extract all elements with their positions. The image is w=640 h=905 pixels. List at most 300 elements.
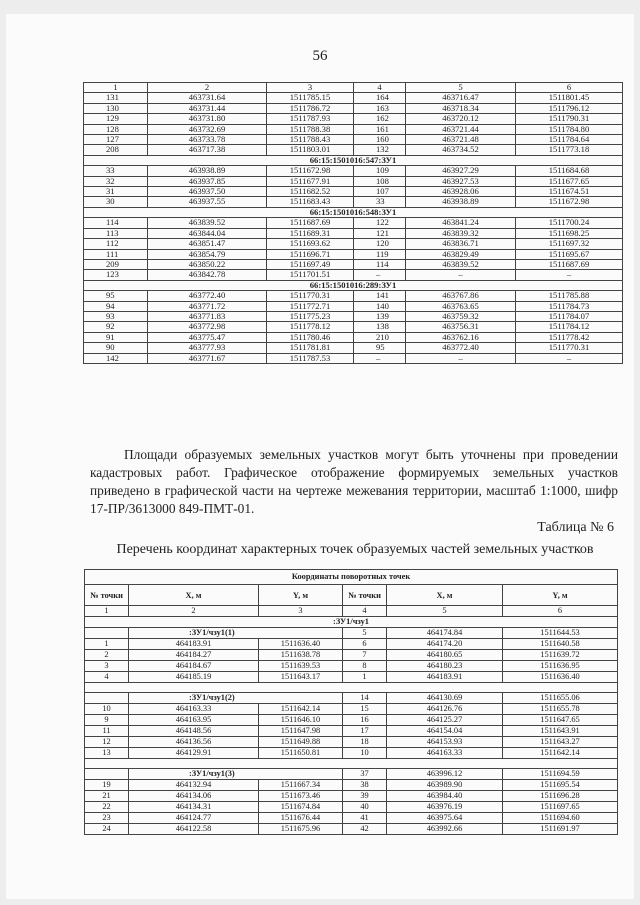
table-cell: 1511636.40 [503,672,618,683]
table-cell: 24 [85,824,129,835]
table-cell: 1511667.34 [259,780,343,791]
table-row [84,249,623,259]
table-cell: 7 [343,650,387,661]
column-header: Y, м [503,585,618,606]
body-paragraph [90,446,618,518]
table-cell: 17 [343,726,387,737]
table-row [84,166,623,176]
table-row [84,301,623,311]
table-cell: 22 [85,802,129,813]
table-cell: 30 [84,197,148,207]
table-cell: 142 [84,353,148,363]
table-cell: – [406,353,516,363]
table-cell: – [516,353,623,363]
table-cell: 209 [84,259,148,269]
table-cell: 1511643.91 [503,726,618,737]
column-number: 4 [343,606,387,617]
table-row [85,737,618,748]
column-header: X, м [129,585,259,606]
section-label: 66:15:1501016:547:ЗУ1 [84,155,623,165]
column-header: № точки [85,585,129,606]
table-cell: 1511696.28 [503,791,618,802]
table-cell: 464136.56 [129,737,259,748]
table-row [84,114,623,124]
table-cell: 90 [84,343,148,353]
table-cell: 464163.95 [129,715,259,726]
table-cell: 1511642.14 [503,748,618,759]
table-row [85,704,618,715]
table-cell: 130 [84,103,148,113]
table-cell: 1511675.96 [259,824,343,835]
table-cell: 464148.56 [129,726,259,737]
table-cell: 463771.83 [148,311,267,321]
table-cell: 463731.80 [148,114,267,124]
table-cell: 139 [354,311,406,321]
table-cell: 463927.29 [406,166,516,176]
table-cell: 1511784.64 [516,135,623,145]
table-cell: 19 [85,780,129,791]
table-title: Координаты поворотных точек [85,570,618,585]
table-cell: 1511676.44 [259,813,343,824]
table-cell: 463771.67 [148,353,267,363]
table-cell: 23 [85,813,129,824]
table-cell: 463733.78 [148,135,267,145]
table-cell: 41 [343,813,387,824]
table-cell: 1 [85,639,129,650]
table-cell: 464185.19 [129,672,259,683]
table-cell: 6 [343,639,387,650]
table-cell: 1511639.53 [259,661,343,672]
title-row [85,570,618,585]
table-cell: 129 [84,114,148,124]
table-cell: 1511784.73 [516,301,623,311]
column-header: 3 [267,83,354,93]
table-cell: 1511701.51 [267,270,354,280]
table-cell: 1511785.88 [516,291,623,301]
table-cell: 464184.27 [129,650,259,661]
table-cell: 1511694.59 [503,769,618,780]
table-cell: 119 [354,249,406,259]
table-cell: 91 [84,332,148,342]
table-cell: 1511647.65 [503,715,618,726]
spacer-row [85,683,618,693]
table-cell: 162 [354,114,406,124]
table-cell: 1511778.42 [516,332,623,342]
table-cell: 463721.48 [406,135,516,145]
table-cell: 114 [354,259,406,269]
part-name: :ЗУ1/чзу1(1) [129,628,343,639]
table-cell: 463771.72 [148,301,267,311]
table-cell: 18 [343,737,387,748]
table-cell: 464125.27 [387,715,503,726]
column-number: 1 [85,606,129,617]
table-cell: 93 [84,311,148,321]
table-cell: 32 [84,176,148,186]
column-header: 1 [84,83,148,93]
table-cell [85,628,129,639]
table-cell: 463720.12 [406,114,516,124]
table-cell: 463762.16 [406,332,516,342]
table-cell: 123 [84,270,148,280]
column-header: 5 [406,83,516,93]
table-cell: 10 [343,748,387,759]
table-cell: 463854.79 [148,249,267,259]
table-row [84,103,623,113]
document-page [6,14,634,899]
table-cell: 463976.19 [387,802,503,813]
table-cell: 463772.40 [148,291,267,301]
table-cell: 164 [354,93,406,103]
table-row [84,353,623,363]
header-row [84,83,623,93]
table-cell: 464124.77 [129,813,259,824]
table-cell: 1511784.80 [516,124,623,134]
table-row [84,187,623,197]
table-cell: 95 [354,343,406,353]
table-cell [85,693,129,704]
table-cell: 463717.38 [148,145,267,155]
table-cell: 95 [84,291,148,301]
table-cell: 21 [85,791,129,802]
table-cell: 1511673.46 [259,791,343,802]
table-cell: 1511655.78 [503,704,618,715]
table-cell: 9 [85,715,129,726]
table-row [85,748,618,759]
table-row [84,291,623,301]
column-header: № точки [343,585,387,606]
table-cell: 1511650.81 [259,748,343,759]
table-cell: 38 [343,780,387,791]
table-cell: 5 [343,628,387,639]
table-cell: 1511672.98 [516,197,623,207]
column-header: Y, м [259,585,343,606]
table-row [84,343,623,353]
table-cell: 464130.69 [387,693,503,704]
table-cell: 463756.31 [406,322,516,332]
table-cell: 210 [354,332,406,342]
table-cell: 1511788.43 [267,135,354,145]
table-number: Таблица № 6 [537,520,614,535]
table-cell: 463829.49 [406,249,516,259]
table-cell: 463839.32 [406,228,516,238]
table-cell: 464183.91 [387,672,503,683]
table-cell: 463759.32 [406,311,516,321]
table-cell: 1511644.53 [503,628,618,639]
table-cell: 12 [85,737,129,748]
table-row [85,650,618,661]
table-cell: 1511649.88 [259,737,343,748]
table-cell: 463850.22 [148,259,267,269]
table-cell: 463927.53 [406,176,516,186]
table-cell: 1511784.07 [516,311,623,321]
table-cell: 111 [84,249,148,259]
table-cell: 464132.94 [129,780,259,791]
table-cell: 1511787.53 [267,353,354,363]
table-cell: 463775.47 [148,332,267,342]
table-cell: – [354,270,406,280]
table-cell: 1511787.93 [267,114,354,124]
table-cell: 108 [354,176,406,186]
table-cell: 463772.40 [406,343,516,353]
table-cell: 1511698.25 [516,228,623,238]
table-cell: 1511786.72 [267,103,354,113]
table-cell: 114 [84,218,148,228]
table-cell: 464174.20 [387,639,503,650]
column-header: 4 [354,83,406,93]
table-row [84,270,623,280]
table-cell: 464134.31 [129,802,259,813]
table-cell: 1511801.45 [516,93,623,103]
table-cell: 464180.23 [387,661,503,672]
table-cell: 463842.78 [148,270,267,280]
table-cell: 11 [85,726,129,737]
table-cell: 1511689.31 [267,228,354,238]
table-cell: 112 [84,239,148,249]
coordinates-table-continued [83,82,623,364]
table-cell: 208 [84,145,148,155]
table-cell: 1511684.68 [516,166,623,176]
column-number: 2 [129,606,259,617]
part-header-row [85,769,618,780]
table-cell: 33 [354,197,406,207]
column-number-row [85,606,618,617]
table-cell: 37 [343,769,387,780]
table-cell: 463996.12 [387,769,503,780]
table-cell: 10 [85,704,129,715]
table-cell: 463938.89 [148,166,267,176]
table-cell: 1511790.31 [516,114,623,124]
table-cell: 1 [343,672,387,683]
spacer-cell [85,759,618,769]
table-cell: 463938.89 [406,197,516,207]
table-cell: 1511674.51 [516,187,623,197]
table-row [84,135,623,145]
table-cell: 40 [343,802,387,813]
table-row [85,726,618,737]
table-cell: 33 [84,166,148,176]
table-cell: 464122.58 [129,824,259,835]
table-cell: 463851.47 [148,239,267,249]
table-cell: 1511770.31 [267,291,354,301]
part-header-row [85,628,618,639]
table-cell: 132 [354,145,406,155]
table-cell [85,769,129,780]
table-cell: 1511772.71 [267,301,354,311]
table-cell: 463937.85 [148,176,267,186]
section-label: :ЗУ1/чзу1 [85,617,618,628]
table-cell: 463989.90 [387,780,503,791]
table-cell: 1511784.12 [516,322,623,332]
table-cell: 464184.67 [129,661,259,672]
table-cell: – [354,353,406,363]
table-cell: 464180.65 [387,650,503,661]
table-cell: 1511642.14 [259,704,343,715]
table-cell: 1511696.71 [267,249,354,259]
table-row [85,791,618,802]
table-cell: 1511687.69 [267,218,354,228]
table-caption: Перечень координат характерных точек образуемых частей земельных участков [116,542,594,557]
table-cell: 3 [85,661,129,672]
table-cell: 464163.33 [387,748,503,759]
table-cell: 1511674.84 [259,802,343,813]
table-row [84,239,623,249]
table-cell: 1511677.65 [516,176,623,186]
table-row [85,813,618,824]
table-row [85,661,618,672]
table-row [84,322,623,332]
table-cell: 463718.34 [406,103,516,113]
table-cell: 463937.50 [148,187,267,197]
column-header: 2 [148,83,267,93]
table-row [84,176,623,186]
table-cell: 122 [354,218,406,228]
table-cell: 463732.69 [148,124,267,134]
table-cell: 1511682.52 [267,187,354,197]
table-cell: 463839.52 [406,259,516,269]
table-cell: 13 [85,748,129,759]
table-row [84,259,623,269]
table-cell: 463731.64 [148,93,267,103]
table-cell: 463763.65 [406,301,516,311]
paragraph-text: Площади образуемых земельных участков могут быть уточнены при проведении кадастровых работ. Графическое отображение формируемых земельных участков приведено в графической части на чертеже межевания территории, масштаб 1:1000, шифр 17-ПР/3613000 849-ПМТ-01. [90,447,618,516]
table-cell: 463772.98 [148,322,267,332]
table-cell: 163 [354,103,406,113]
table-row [84,228,623,238]
table-cell: 127 [84,135,148,145]
table-cell: – [406,270,516,280]
table-row [84,124,623,134]
table-cell: 2 [85,650,129,661]
table-cell: 1511697.32 [516,239,623,249]
table-cell: 138 [354,322,406,332]
table-cell: 1511643.17 [259,672,343,683]
table-cell: 464183.91 [129,639,259,650]
table-cell: 463992.66 [387,824,503,835]
table-cell: 1511778.12 [267,322,354,332]
table-cell: 463721.44 [406,124,516,134]
table-cell: 8 [343,661,387,672]
table-cell: 463839.52 [148,218,267,228]
spacer-cell [85,683,618,693]
table-cell: 1511697.65 [503,802,618,813]
table-cell: 131 [84,93,148,103]
table-cell: 1511695.54 [503,780,618,791]
table-row [84,93,623,103]
table-cell: 1511636.40 [259,639,343,650]
table-row [85,802,618,813]
table-cell: 463734.52 [406,145,516,155]
column-header: 6 [516,83,623,93]
table-cell: 463767.86 [406,291,516,301]
column-header: X, м [387,585,503,606]
table-cell: 463928.06 [406,187,516,197]
table-cell: 463836.71 [406,239,516,249]
table-cell: 42 [343,824,387,835]
table-cell: 1511693.62 [267,239,354,249]
table-cell: 464129.91 [129,748,259,759]
table-cell: 1511643.27 [503,737,618,748]
table-row [85,715,618,726]
table-cell: 1511803.01 [267,145,354,155]
table-cell: 1511773.18 [516,145,623,155]
section-row [84,207,623,217]
section-row [84,280,623,290]
table-cell: 1511788.38 [267,124,354,134]
page-number: 56 [312,48,328,64]
table-cell: 1511781.81 [267,343,354,353]
table-row [84,311,623,321]
section-label: 66:15:1501016:289:ЗУ1 [84,280,623,290]
table-cell: 16 [343,715,387,726]
table-cell: 94 [84,301,148,311]
table-row [84,197,623,207]
part-name: :ЗУ1/чзу1(3) [129,769,343,780]
table-cell: 1511639.72 [503,650,618,661]
table-cell: 1511640.58 [503,639,618,650]
table-cell: 1511683.43 [267,197,354,207]
table-cell: 121 [354,228,406,238]
table-cell: 464154.04 [387,726,503,737]
table-cell: 1511775.23 [267,311,354,321]
table-cell: 1511694.60 [503,813,618,824]
table-cell: 463984.40 [387,791,503,802]
table-cell: 4 [85,672,129,683]
table-cell: 107 [354,187,406,197]
table-cell: 463841.24 [406,218,516,228]
table-cell: 1511647.98 [259,726,343,737]
table-cell: 1511638.78 [259,650,343,661]
table-cell: 128 [84,124,148,134]
table-cell: 109 [354,166,406,176]
part-header-row [85,693,618,704]
table-cell: 1511785.15 [267,93,354,103]
table-row [84,218,623,228]
table-cell: 1511700.24 [516,218,623,228]
table-cell: 463975.64 [387,813,503,824]
part-name: :ЗУ1/чзу1(2) [129,693,343,704]
table-cell: 464126.76 [387,704,503,715]
section-label: 66:15:1501016:548:ЗУ1 [84,207,623,217]
table-cell: 1511636.95 [503,661,618,672]
table-cell: 1511780.46 [267,332,354,342]
table-cell: 31 [84,187,148,197]
part-coordinates-table [84,569,618,835]
table-cell: 463937.55 [148,197,267,207]
table-cell: 464134.06 [129,791,259,802]
column-number: 6 [503,606,618,617]
table-cell: 92 [84,322,148,332]
table-cell: 1511646.10 [259,715,343,726]
table-cell: 463844.04 [148,228,267,238]
table-cell: 1511796.12 [516,103,623,113]
table-cell: 161 [354,124,406,134]
table-cell: 120 [354,239,406,249]
section-row [85,617,618,628]
table-row [85,639,618,650]
header-row [85,585,618,606]
table-cell: 464174.84 [387,628,503,639]
table-cell: 141 [354,291,406,301]
table-cell: 464163.33 [129,704,259,715]
table-cell: 113 [84,228,148,238]
table-cell: 39 [343,791,387,802]
column-number: 5 [387,606,503,617]
table-row [84,332,623,342]
table-cell: 463716.47 [406,93,516,103]
table-cell: 15 [343,704,387,715]
spacer-row [85,759,618,769]
table-cell: 1511655.06 [503,693,618,704]
